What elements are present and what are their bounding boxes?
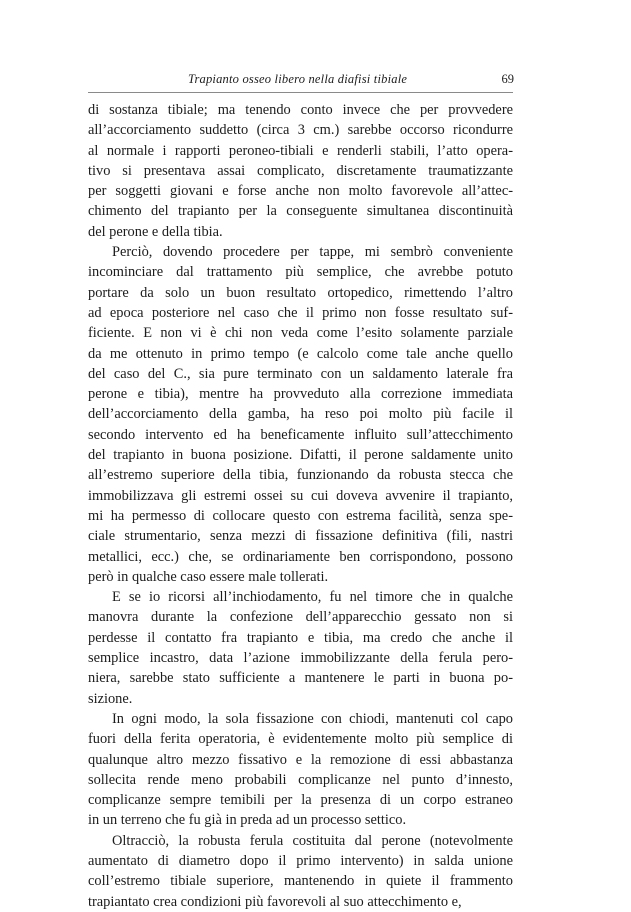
text-line: complicanze sempre temibili per la presenza di un corpo estraneo (88, 792, 513, 809)
text-line: metallici, ecc.) che, se ordinariamente ben corrispondono, possono (88, 548, 513, 565)
text-line: tivo si presentava assai complicato, discretamente traumatizzante (88, 162, 513, 179)
text-line: del perone e della tibia. (88, 223, 223, 240)
text-line: qualunque altro mezzo fissativo e la remozione di essi abbastanza (88, 751, 513, 768)
text-line: Perciò, dovendo procedere per tappe, mi sembrò conveniente (112, 244, 513, 261)
paragraph (88, 242, 513, 587)
text-line: trapiantato crea condizioni più favorevoli al suo attecchimento e, (88, 893, 462, 910)
text-line: E se io ricorsi all’inchiodamento, fu nel timore che in qualche (112, 589, 513, 606)
text-line: chimento del trapianto per la conseguente simultanea discontinuità (88, 203, 513, 220)
text-line: in un terreno che fu già in preda ad un processo settico. (88, 812, 407, 829)
text-line: per soggetti giovani e forse anche non molto favorevole all’attec- (88, 183, 513, 200)
text-line: del trapianto in buona posizione. Difatti, il perone saldamente unito (88, 447, 513, 464)
header-rule (88, 92, 513, 93)
text-line: all’estremo superiore della tibia, funzionando da robusta stecca che (88, 467, 513, 484)
page-number: 69 (501, 72, 514, 86)
text-line: mi ha permesso di collocare questo con estrema facilità, senza spe- (88, 507, 513, 524)
paragraph (88, 100, 513, 242)
paragraph (88, 587, 513, 709)
text-line: di sostanza tibiale; ma tenendo conto invece che per provvedere (88, 102, 513, 118)
text-line: portare da solo un buon resultato ortopedico, rimettendo l’altro (88, 284, 513, 301)
text-line: perone e tibia), mentre ha provveduto alla correzione immediata (88, 386, 513, 403)
body-text (88, 100, 513, 912)
text-line: coll’estremo tibiale superiore, mantenendo in quiete il frammento (88, 873, 513, 890)
text-line: incominciare dal trattamento più semplice, che avrebbe potuto (88, 264, 513, 281)
text-line: fuori della ferita operatoria, è evidentemente molto più semplice di (88, 731, 513, 748)
text-line: al normale i rapporti peroneo-tibiali e renderli stabili, l’atto opera- (88, 142, 513, 159)
text-line: manovra durante la confezione dell’apparecchio gessato non si (88, 609, 513, 626)
text-line: all’accorciamento suddetto (circa 3 cm.) sarebbe occorso ricondurre (88, 122, 513, 139)
text-line: però in qualche caso essere male tollerati. (88, 568, 329, 585)
text-line: aumentato di diametro dopo il primo intervento) in salda unione (88, 852, 513, 869)
text-line: Oltracciò, la robusta ferula costituita dal perone (notevolmente (112, 832, 513, 849)
paragraph (88, 709, 513, 831)
text-line: secondo intervento ed ha beneficamente influito sull’attecchimento (88, 426, 513, 443)
text-line: sollecita rende meno probabili complicanze nel punto d’innesto, (88, 771, 513, 788)
text-line: perdesse il contatto fra trapianto e tibia, ma credo che anche il (88, 629, 513, 646)
running-header (88, 70, 514, 90)
text-line: niera, sarebbe stato sufficiente a mantenere le parti in buona po- (88, 670, 513, 687)
text-line: da me ottenuto in primo tempo (e calcolo come tale anche quello (88, 345, 513, 362)
text-line: immobilizzava gli estremi ossei su cui doveva avvenire il trapianto, (88, 487, 513, 504)
text-line: semplice incastro, data l’azione immobilizzante della ferula pero- (88, 650, 513, 667)
text-line: ciale strumentario, senza mezzi di fissazione definitiva (fili, nastri (88, 528, 513, 545)
text-line: dell’accorciamento della gamba, ha reso poi molto più facile il (88, 406, 513, 423)
text-line: ficiente. E non vi è chi non veda come l’esito solamente parziale (88, 325, 513, 342)
text-line: In ogni modo, la sola fissazione con chiodi, mantenuti col capo (112, 710, 513, 727)
text-line: sizione. (88, 690, 133, 707)
text-line: del caso del C., sia pure terminato con un saldamento laterale fra (88, 365, 513, 382)
text-line: ad epoca posteriore nel caso che il primo non fosse resultato suf- (88, 304, 513, 321)
running-title: Trapianto osseo libero nella diafisi tibiale (188, 72, 408, 86)
